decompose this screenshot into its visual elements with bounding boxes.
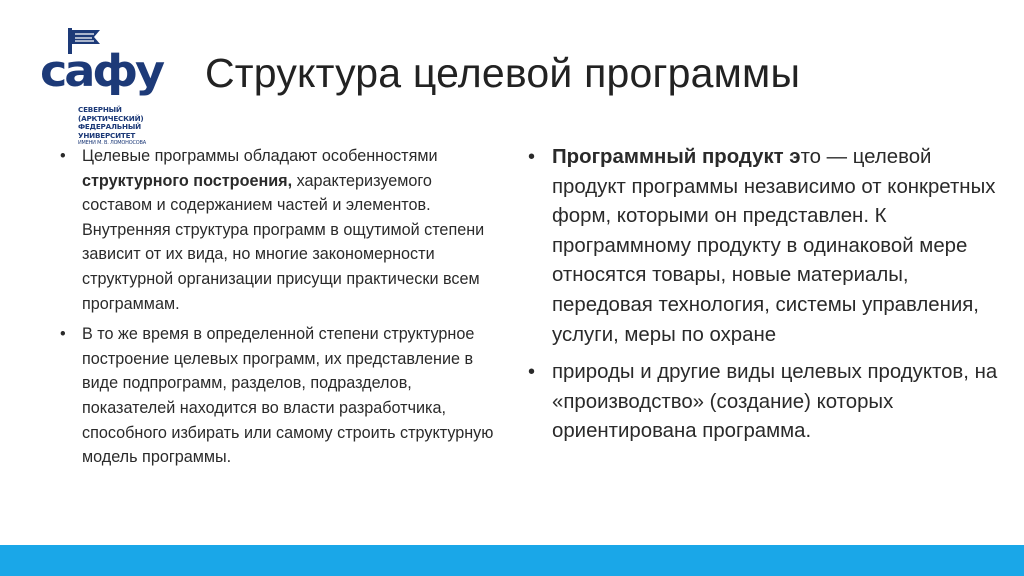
bottom-accent-bar [0,545,1024,576]
item-text: то — целевой продукт программы независимо от конкретных форм, которыми он представлен. К программному продукту в одинаковой мере относятся товары, новые материалы, передовая технология, системы управления, услуги, меры по охране [552,146,996,346]
item-bold-text: Программный продукт э [552,146,801,168]
bullet-icon: • [528,146,536,168]
list-item [528,143,998,350]
list-item [60,144,505,316]
slide-title: Структура целевой программы [205,50,801,96]
left-bullet-list [60,144,505,476]
logo-line: УНИВЕРСИТЕТ [78,130,136,140]
logo-wordmark: сафу [40,46,162,97]
item-text: природы и другие виды целевых продуктов, на «производство» (создание) которых ориентирована программа. [552,361,998,443]
logo-subline: ИМЕНИ М. В. ЛОМОНОСОВА [78,140,146,147]
bullet-icon: • [60,147,66,165]
logo-line: (АРКТИЧЕСКИЙ) [78,113,144,123]
item-text: характеризуемого составом и содержанием частей и элементов. Внутренняя структура программ в ощутимой степени зависит от их вида, но многие закономерности структурной организации присущи практически всем программам. [82,171,485,313]
item-text: В то же время в определенной степени структурное построение целевых программ, их представление в виде подпрограмм, разделов, подразделов, показателей находится во власти разработчика, способного избирать или самому строить структурную модель программы. [82,325,494,467]
item-text: Целевые программы обладают особенностями [82,147,438,165]
bullet-icon: • [528,361,536,384]
logo-line: ФЕДЕРАЛЬНЫЙ [78,122,141,132]
bullet-icon: • [60,325,66,344]
logo-line: СЕВЕРНЫЙ [78,105,122,114]
list-item [60,322,505,470]
right-bullet-list [528,143,998,455]
university-logo [40,28,162,147]
list-item [528,358,998,447]
item-bold-text: структурного построения, [82,171,293,190]
logo-text [78,106,150,147]
